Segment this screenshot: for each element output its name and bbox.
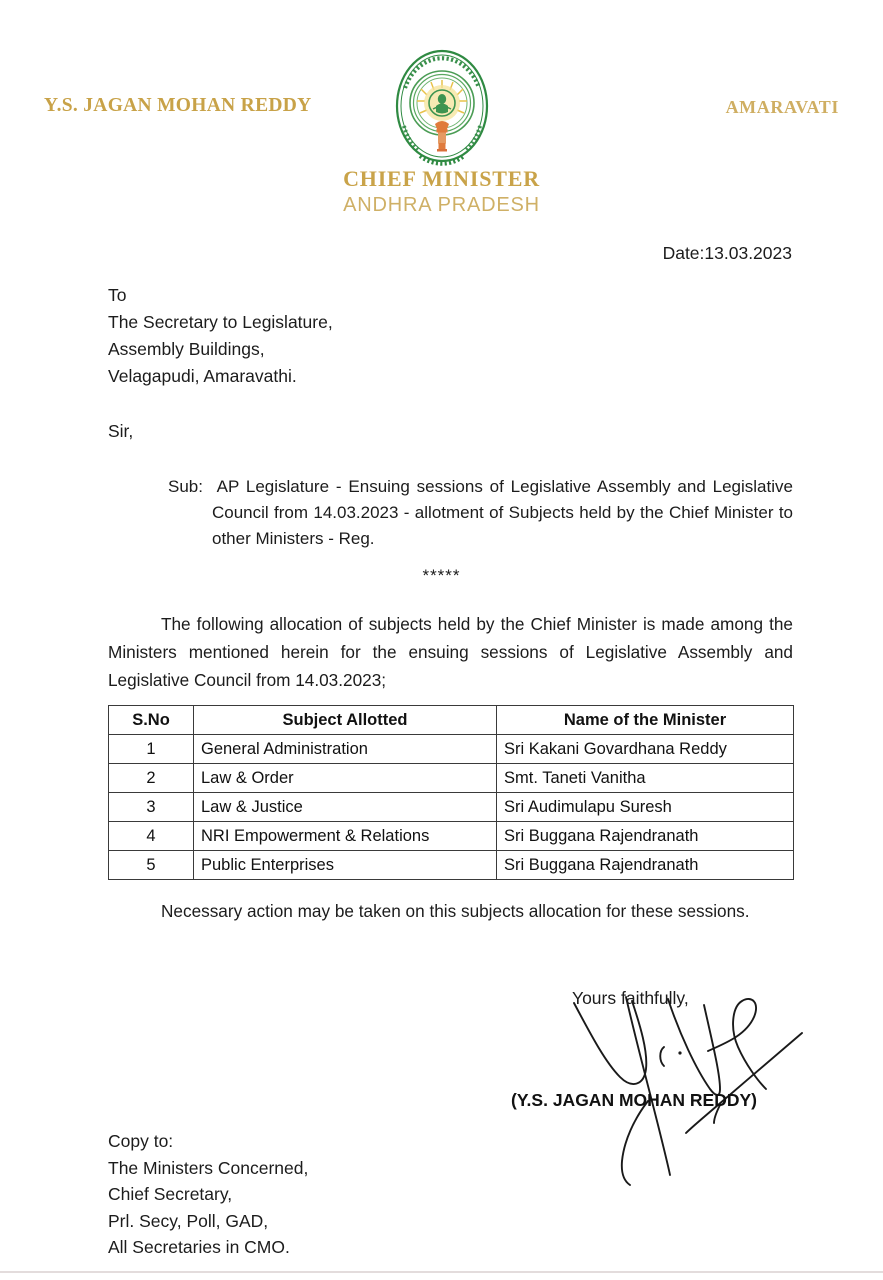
subject-block xyxy=(168,474,793,552)
handwritten-signature xyxy=(540,985,840,1190)
addressee-line: To xyxy=(108,285,127,305)
cell-sno: 1 xyxy=(109,735,194,764)
subject-label: Sub: xyxy=(168,477,203,496)
paragraph-two-text: Necessary action may be taken on this subjects allocation for these sessions. xyxy=(161,901,750,921)
subject-allocation-table xyxy=(108,705,794,880)
cell-minister: Sri Audimulapu Suresh xyxy=(497,793,794,822)
capital-city-label: AMARAVATI xyxy=(725,97,839,117)
addressee-block xyxy=(108,282,333,390)
cell-subject: NRI Empowerment & Relations xyxy=(194,822,497,851)
chief-minister-name: Y.S. JAGAN MOHAN REDDY xyxy=(44,95,312,116)
cell-minister: Sri Buggana Rajendranath xyxy=(497,822,794,851)
andhra-pradesh-state-emblem-icon xyxy=(388,46,496,168)
cell-subject: Law & Justice xyxy=(194,793,497,822)
table-row xyxy=(109,822,794,851)
table-row xyxy=(109,735,794,764)
subject-text: AP Legislature - Ensuing sessions of Legislative Assembly and Legislative Council from 14.03.2023 - allotment of Subjects held by the Chief Minister to other Ministers - Reg. xyxy=(212,477,793,548)
paragraph-two xyxy=(108,897,793,925)
cell-sno: 4 xyxy=(109,822,194,851)
letterhead-title: CHIEF MINISTER xyxy=(343,166,540,191)
cell-subject: Law & Order xyxy=(194,764,497,793)
column-header-sno: S.No xyxy=(109,706,194,735)
paragraph-one-text: The following allocation of subjects held by the Chief Minister is made among the Ministers mentioned herein for the ensuing sessions of Legislative Assembly and Legislative Council from 14.03.2023; xyxy=(108,614,793,690)
signer-name: (Y.S. JAGAN MOHAN REDDY) xyxy=(511,1090,757,1110)
addressee-line: Assembly Buildings, xyxy=(108,339,265,359)
salutation: Sir, xyxy=(108,421,134,441)
column-header-minister: Name of the Minister xyxy=(497,706,794,735)
table-row xyxy=(109,793,794,822)
cell-minister: Smt. Taneti Vanitha xyxy=(497,764,794,793)
cell-minister: Sri Kakani Govardhana Reddy xyxy=(497,735,794,764)
table-row xyxy=(109,764,794,793)
copy-to-line: Chief Secretary, xyxy=(108,1184,233,1204)
asterisk-separator: ***** xyxy=(422,566,461,585)
addressee-line: The Secretary to Legislature, xyxy=(108,312,333,332)
copy-to-line: Copy to: xyxy=(108,1131,174,1151)
letterhead-subtitle: ANDHRA PRADESH xyxy=(343,194,540,216)
page-bottom-divider xyxy=(0,1271,883,1273)
table-row xyxy=(109,851,794,880)
letter-date: Date:13.03.2023 xyxy=(662,243,792,263)
cell-sno: 2 xyxy=(109,764,194,793)
cell-sno: 3 xyxy=(109,793,194,822)
cell-subject: Public Enterprises xyxy=(194,851,497,880)
copy-to-line: The Ministers Concerned, xyxy=(108,1157,309,1178)
letterhead xyxy=(0,0,883,230)
cell-minister: Sri Buggana Rajendranath xyxy=(497,851,794,880)
copy-to-block xyxy=(108,1128,308,1261)
table-header-row xyxy=(109,706,794,735)
closing-salutation: Yours faithfully, xyxy=(572,988,689,1008)
cell-subject: General Administration xyxy=(194,735,497,764)
copy-to-line: Prl. Secy, Poll, GAD, xyxy=(108,1210,269,1231)
addressee-line: Velagapudi, Amaravathi. xyxy=(108,366,297,386)
paragraph-one xyxy=(108,610,793,694)
copy-to-line: All Secretaries in CMO. xyxy=(108,1237,290,1257)
cell-sno: 5 xyxy=(109,851,194,880)
column-header-subject: Subject Allotted xyxy=(194,706,497,735)
